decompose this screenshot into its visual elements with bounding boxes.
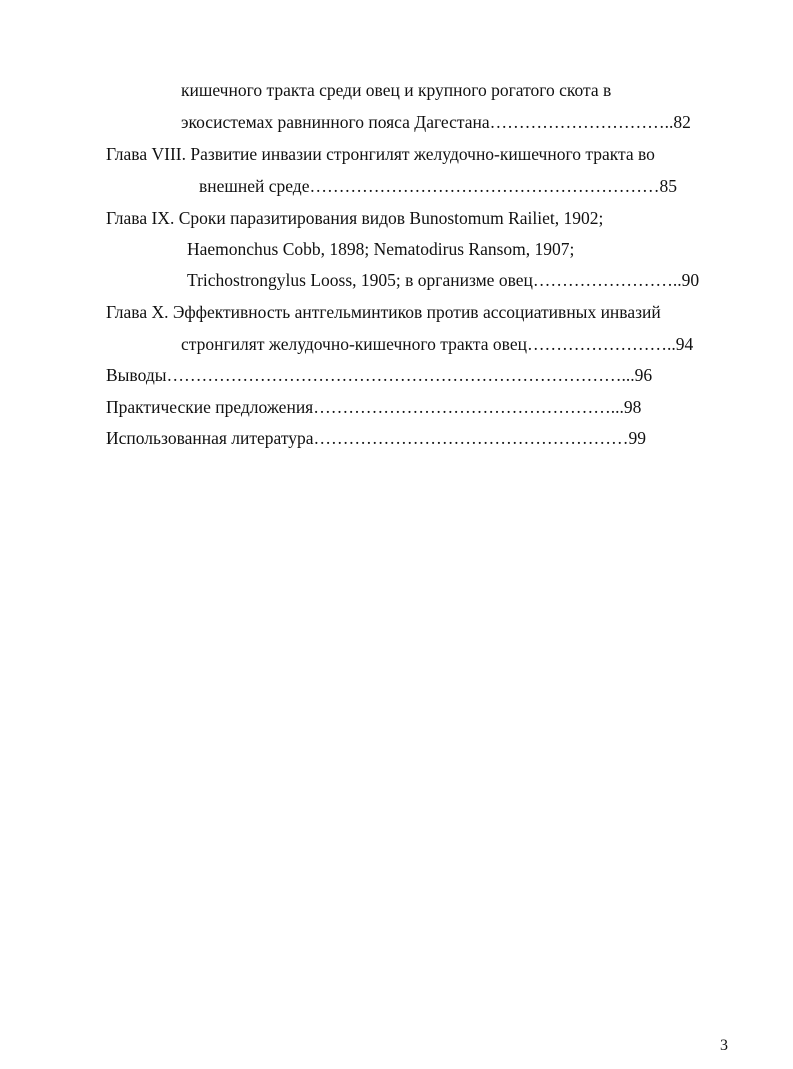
toc-line-continuation-ch7-part1: кишечного тракта среди овец и крупного рогатого скота в: [181, 80, 612, 100]
toc-line-chapter-8-continuation: внешней среде……………………………………………………85: [199, 176, 677, 196]
toc-line-continuation-ch7-part2: экосистемах равнинного пояса Дагестана…………………………..82: [181, 112, 691, 132]
toc-line-chapter-9-continuation-2: Trichostrongylus Looss, 1905; в организме овец……………………..90: [187, 270, 700, 290]
toc-line-chapter-10: Глава X. Эффективность антгельминтиков против ассоциативных инвазий: [106, 302, 661, 322]
toc-line-practical-recommendations: Практические предложения……………………………………………...98: [106, 397, 642, 417]
toc-line-chapter-9: Глава IX. Сроки паразитирования видов Bunostomum Railiet, 1902;: [106, 208, 604, 228]
toc-line-chapter-9-continuation-1: Haemonchus Cobb, 1898; Nematodirus Ransom, 1907;: [187, 239, 575, 259]
toc-line-conclusions: Выводы……………………………………………………………………...96: [106, 365, 653, 385]
page-number: 3: [720, 1037, 728, 1054]
toc-line-references: Использованная литература………………………………………………99: [106, 428, 647, 448]
toc-line-chapter-8: Глава VIII. Развитие инвазии стронгилят желудочно-кишечного тракта во: [106, 144, 655, 164]
toc-line-chapter-10-continuation: стронгилят желудочно-кишечного тракта овец……………………..94: [181, 334, 694, 354]
